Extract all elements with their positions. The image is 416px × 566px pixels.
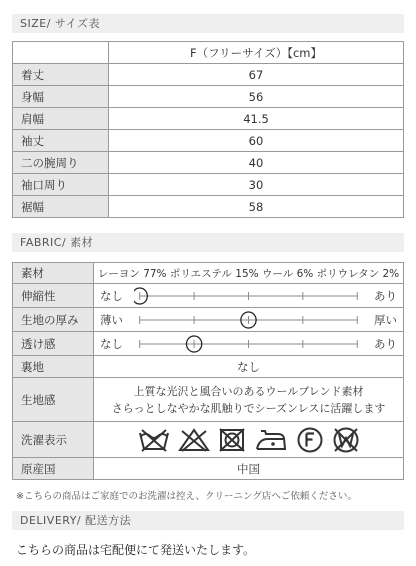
size-column-header: F（フリーサイズ）【cm】 xyxy=(109,42,404,64)
fabric-section-header: FABRIC/ 素材 xyxy=(12,233,404,252)
dry-clean-f-icon xyxy=(296,426,324,454)
stretch-scale-bar xyxy=(134,285,363,307)
scale-right-label: あり xyxy=(374,288,397,303)
size-value: 60 xyxy=(109,130,404,152)
size-label: 袖口周り xyxy=(13,174,109,196)
scale-right-label: あり xyxy=(374,336,397,351)
no-tumble-dry-icon xyxy=(218,427,246,453)
texture-line-2: さらっとしなやかな肌触りでシーズンレスに活躍します xyxy=(111,401,386,415)
scale-right-label: 厚い xyxy=(374,312,397,327)
iron-low-icon xyxy=(254,427,288,453)
no-bleach-icon xyxy=(178,427,210,453)
care-label: 洗濯表示 xyxy=(13,422,94,458)
size-label: 二の腕周り xyxy=(13,152,109,174)
size-value: 41.5 xyxy=(109,108,404,130)
origin-value: 中国 xyxy=(94,458,404,480)
fabric-table xyxy=(12,262,404,480)
sheerness-scale xyxy=(94,332,404,356)
sheerness-scale-bar xyxy=(134,333,363,355)
size-label: 着丈 xyxy=(13,64,109,86)
thickness-scale xyxy=(94,308,404,332)
material-label: 素材 xyxy=(13,263,94,284)
size-section-header: SIZE/ サイズ表 xyxy=(12,14,404,33)
delivery-text: こちらの商品は宅配便にて発送いたします。 xyxy=(16,543,256,557)
no-wash-icon xyxy=(138,427,170,453)
size-table xyxy=(12,41,404,218)
size-label: 肩幅 xyxy=(13,108,109,130)
lining-label: 裏地 xyxy=(13,356,94,378)
scale-left-label: 薄い xyxy=(100,312,123,327)
size-value: 40 xyxy=(109,152,404,174)
origin-label: 原産国 xyxy=(13,458,94,480)
size-value: 58 xyxy=(109,196,404,218)
size-value: 67 xyxy=(109,64,404,86)
size-label: 袖丈 xyxy=(13,130,109,152)
scale-left-label: なし xyxy=(100,336,123,351)
lining-value: なし xyxy=(94,356,404,378)
care-note: ※こちらの商品はご家庭でのお洗濯は控え、クリーニング店へご依頼ください。 xyxy=(16,491,357,502)
size-table-corner xyxy=(13,42,109,64)
size-label: 裾幅 xyxy=(13,196,109,218)
thickness-scale-bar xyxy=(134,309,363,331)
delivery-section-header: DELIVERY/ 配送方法 xyxy=(12,511,404,530)
scale-left-label: なし xyxy=(100,288,123,303)
care-symbols xyxy=(94,422,404,458)
sheerness-label: 透け感 xyxy=(13,332,94,356)
thickness-label: 生地の厚み xyxy=(13,308,94,332)
size-value: 30 xyxy=(109,174,404,196)
texture-line-1: 上質な光沢と風合いのあるウールブレンド素材 xyxy=(133,384,364,398)
stretch-label: 伸縮性 xyxy=(13,284,94,308)
stretch-scale xyxy=(94,284,404,308)
size-label: 身幅 xyxy=(13,86,109,108)
texture-label: 生地感 xyxy=(13,378,94,422)
no-wet-clean-icon xyxy=(332,426,360,454)
material-value: レーヨン 77% ポリエステル 15% ウール 6% ポリウレタン 2% xyxy=(94,263,404,284)
size-value: 56 xyxy=(109,86,404,108)
